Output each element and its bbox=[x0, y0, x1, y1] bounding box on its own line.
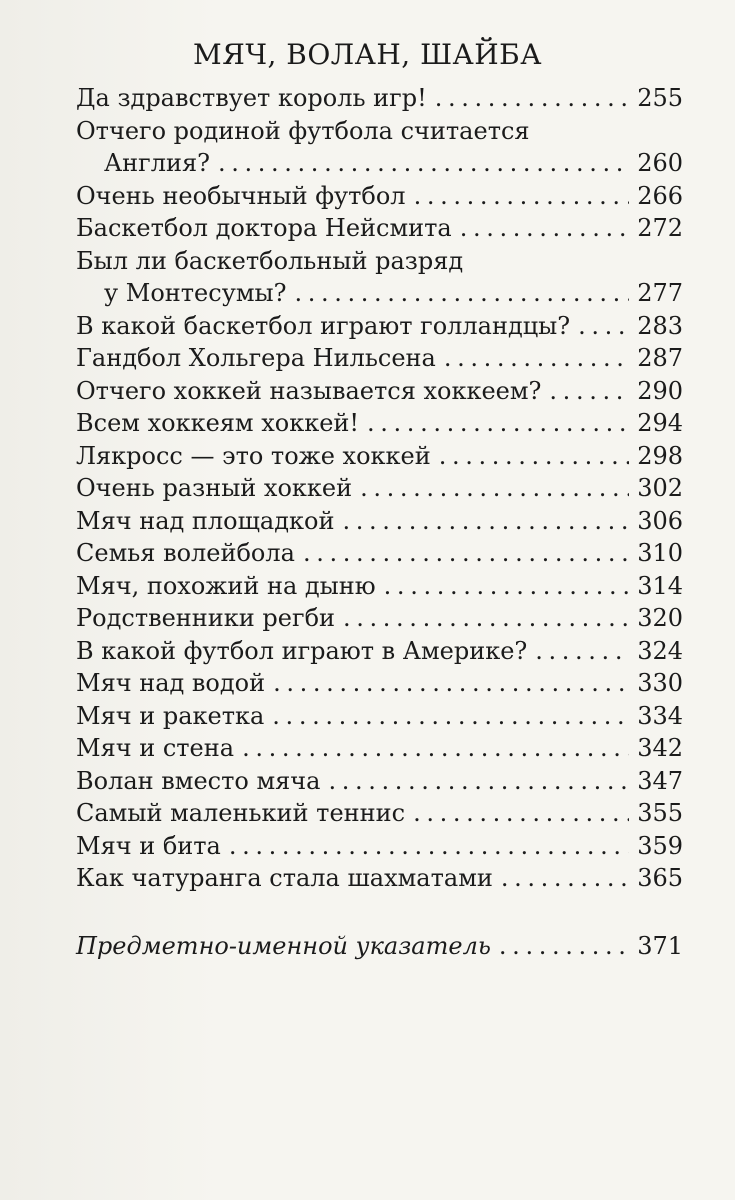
toc-entry bbox=[76, 830, 683, 863]
toc-page-number: 287 bbox=[637, 344, 683, 372]
toc-entry bbox=[76, 732, 683, 765]
toc-entry-title: Был ли баскетбольный разряд bbox=[76, 246, 464, 275]
toc-entry bbox=[76, 212, 683, 245]
toc-page-number: 294 bbox=[637, 409, 683, 437]
toc-page-number: 314 bbox=[637, 571, 683, 600]
toc-page-number: 277 bbox=[637, 279, 683, 307]
toc-entry-title: Мяч, похожий на дыню bbox=[76, 571, 376, 600]
dot-leader bbox=[343, 602, 629, 635]
dot-leader bbox=[342, 505, 629, 538]
toc-entry-title: Всем хоккеям хоккей! bbox=[76, 409, 360, 437]
toc-entry bbox=[76, 570, 683, 603]
toc-entry bbox=[76, 82, 683, 115]
toc-entry bbox=[76, 635, 683, 668]
dot-leader bbox=[501, 862, 629, 895]
toc-page-number: 290 bbox=[637, 376, 683, 405]
toc-entry-title: Родственники регби bbox=[76, 604, 336, 632]
toc-entry bbox=[76, 440, 683, 473]
toc-entry bbox=[76, 472, 683, 505]
toc-page-number: 347 bbox=[637, 766, 683, 795]
toc-entry bbox=[76, 375, 683, 408]
toc-page-number: 365 bbox=[637, 864, 683, 892]
dot-leader bbox=[535, 635, 629, 668]
toc-entry-title: Семья волейбола bbox=[76, 539, 295, 567]
toc-page-number: 320 bbox=[637, 604, 683, 632]
toc-page-number: 283 bbox=[637, 311, 683, 340]
dot-leader bbox=[360, 472, 629, 505]
dot-leader bbox=[384, 570, 629, 603]
toc-entry bbox=[76, 537, 683, 570]
toc-entry-title: Мяч над водой bbox=[76, 669, 266, 697]
toc-page-number: 302 bbox=[637, 474, 683, 502]
toc-entry bbox=[76, 115, 683, 180]
index-title: Предметно-именной указатель bbox=[76, 932, 491, 960]
toc-entry-title: Мяч и стена bbox=[76, 734, 235, 762]
toc-page-number: 298 bbox=[637, 441, 683, 470]
toc-entry-title: Очень разный хоккей bbox=[76, 474, 353, 502]
toc-entry-title: Гандбол Хольгера Нильсена bbox=[76, 344, 436, 372]
toc-entry bbox=[76, 602, 683, 635]
toc-entry bbox=[76, 407, 683, 440]
toc-page-number: 272 bbox=[637, 214, 683, 242]
toc-page-number: 342 bbox=[637, 734, 683, 762]
toc-page-number: 260 bbox=[637, 149, 683, 177]
dot-leader bbox=[273, 667, 629, 700]
toc-entry-title-continued: Англия? bbox=[104, 149, 210, 177]
toc-page-number: 255 bbox=[637, 84, 683, 112]
index-entry bbox=[76, 930, 683, 962]
dot-leader bbox=[294, 277, 629, 310]
toc-entry bbox=[76, 180, 683, 213]
toc-page-number: 306 bbox=[637, 506, 683, 535]
toc-entry-title: Самый маленький теннис bbox=[76, 799, 406, 827]
toc-entry-title: Да здравствует король игр! bbox=[76, 84, 427, 112]
toc-page-number: 310 bbox=[637, 539, 683, 567]
dot-leader bbox=[499, 930, 629, 962]
toc-entry-title: Отчего хоккей называется хоккеем? bbox=[76, 376, 542, 405]
toc-entry-title-continued: у Монтесумы? bbox=[104, 279, 287, 307]
dot-leader bbox=[229, 830, 629, 863]
toc-page-number: 334 bbox=[637, 701, 683, 730]
chapter-title: МЯЧ, ВОЛАН, ШАЙБА bbox=[193, 38, 542, 71]
dot-leader bbox=[218, 147, 629, 180]
dot-leader bbox=[549, 375, 629, 408]
toc-entry bbox=[76, 797, 683, 830]
toc-entry bbox=[76, 342, 683, 375]
toc-entry-title: Мяч и ракетка bbox=[76, 701, 265, 730]
toc-entry-title: Очень необычный футбол bbox=[76, 181, 406, 210]
toc-page-number: 330 bbox=[637, 669, 683, 697]
toc-entry-title: Как чатуранга стала шахматами bbox=[76, 864, 493, 892]
toc-entry-title: Лякросс — это тоже хоккей bbox=[76, 441, 431, 470]
dot-leader bbox=[413, 797, 629, 830]
toc-entry-title: Волан вместо мяча bbox=[76, 766, 321, 795]
toc-entry-title: Мяч над площадкой bbox=[76, 506, 335, 535]
table-of-contents bbox=[76, 82, 683, 895]
dot-leader bbox=[303, 537, 629, 570]
dot-leader bbox=[414, 180, 629, 213]
dot-leader bbox=[439, 440, 629, 473]
toc-entry bbox=[76, 310, 683, 343]
dot-leader bbox=[242, 732, 629, 765]
toc-entry bbox=[76, 765, 683, 798]
index-page-number: 371 bbox=[637, 932, 683, 960]
toc-entry-title: Отчего родиной футбола считается bbox=[76, 116, 530, 145]
dot-leader bbox=[460, 212, 629, 245]
toc-entry-title: Мяч и бита bbox=[76, 831, 221, 860]
toc-entry bbox=[76, 862, 683, 895]
dot-leader bbox=[435, 82, 629, 115]
toc-entry bbox=[76, 505, 683, 538]
toc-page-number: 355 bbox=[637, 799, 683, 827]
dot-leader bbox=[367, 407, 629, 440]
toc-entry-title: Баскетбол доктора Нейсмита bbox=[76, 214, 452, 242]
dot-leader bbox=[272, 700, 629, 733]
toc-page-number: 359 bbox=[637, 831, 683, 860]
toc-page-number: 266 bbox=[637, 181, 683, 210]
toc-entry bbox=[76, 700, 683, 733]
toc-page-number: 324 bbox=[637, 636, 683, 665]
dot-leader bbox=[444, 342, 629, 375]
toc-entry bbox=[76, 667, 683, 700]
toc-entry-title: В какой футбол играют в Америке? bbox=[76, 636, 528, 665]
dot-leader bbox=[578, 310, 629, 343]
toc-entry bbox=[76, 245, 683, 310]
dot-leader bbox=[328, 765, 629, 798]
toc-entry-title: В какой баскетбол играют голландцы? bbox=[76, 311, 571, 340]
